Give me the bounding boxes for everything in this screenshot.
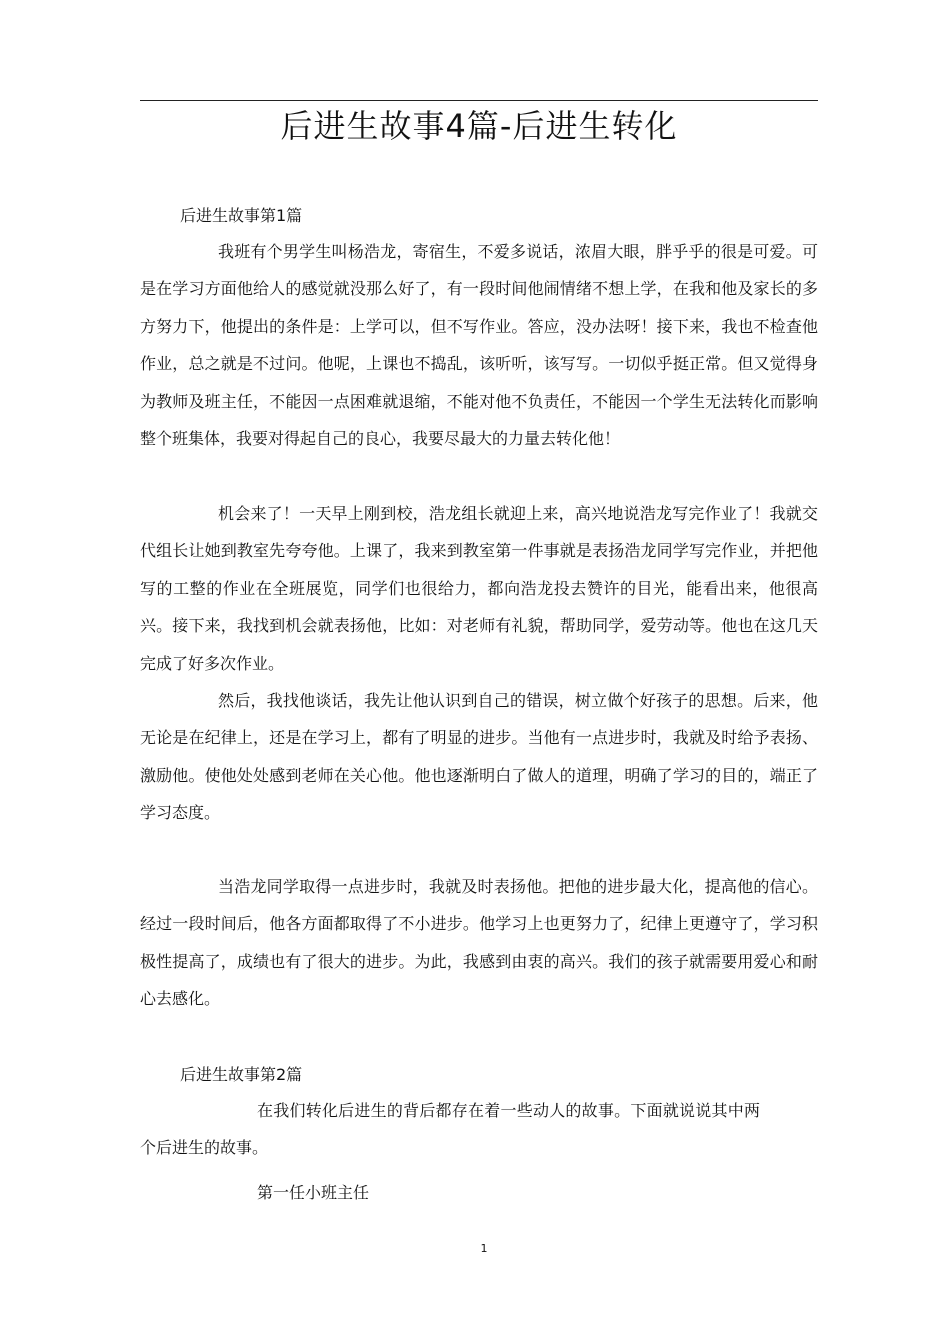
section-heading-story-1: 后进生故事第1篇 [180, 206, 303, 225]
section-heading-story-2: 后进生故事第2篇 [180, 1065, 303, 1084]
story-1-paragraph-4: 当浩龙同学取得一点进步时，我就及时表扬他。把他的进步最大化，提高他的信心。经过一段时间后，他各方面都取得了不小进步。他学习上也更努力了，纪律上更遵守了，学习积极性提高了，成绩也有了很大的进步。为此，我感到由衷的高兴。我们的孩子就需要用爱心和耐心去感化。 [140, 877, 818, 1009]
document-title: 后进生故事4篇-后进生转化 [280, 107, 678, 145]
story-1-paragraph-3: 然后，我找他谈话，我先让他认识到自己的错误，树立做个好孩子的思想。后来，他无论是在纪律上，还是在学习上，都有了明显的进步。当他有一点进步时，我就及时给予表扬、激励他。使他处处感到老师在关心他。他也逐渐明白了做人的道理，明确了学习的目的，端正了学习态度。 [140, 691, 818, 823]
story-1-paragraph-1: 我班有个男学生叫杨浩龙，寄宿生，不爱多说话，浓眉大眼，胖乎乎的很是可爱。可是在学习方面他给人的感觉就没那么好了，有一段时间他闹情绪不想上学，在我和他及家长的多方努力下，他提出的条件是：上学可以，但不写作业。答应，没办法呀！接下来，我也不检查他作业，总之就是不过问。他呢，上课也不捣乱，该听听，该写写。一切似乎挺正常。但又觉得身为教师及班主任，不能因一点困难就退缩，不能对他不负责任，不能因一个学生无法转化而影响整个班集体，我要对得起自己的良心，我要尽最大的力量去转化他！ [140, 242, 818, 449]
story-2-intro-paragraph: 在我们转化后进生的背后都存在着一些动人的故事。下面就说说其中两个后进生的故事。 [140, 1101, 760, 1158]
page-number: 1 [480, 1242, 488, 1255]
header-rule [140, 100, 818, 101]
story-1-paragraph-2: 机会来了！一天早上刚到校，浩龙组长就迎上来，高兴地说浩龙写完作业了！我就交代组长让她到教室先夸夸他。上课了，我来到教室第一件事就是表扬浩龙同学写完作业，并把他写的工整的作业在全班展览，同学们也很给力，都向浩龙投去赞许的目光，能看出来，他很高兴。接下来，我找到机会就表扬他，比如：对老师有礼貌，帮助同学，爱劳动等。他也在这几天完成了好多次作业。 [140, 504, 818, 673]
story-2-subheading: 第一任小班主任 [257, 1183, 370, 1202]
